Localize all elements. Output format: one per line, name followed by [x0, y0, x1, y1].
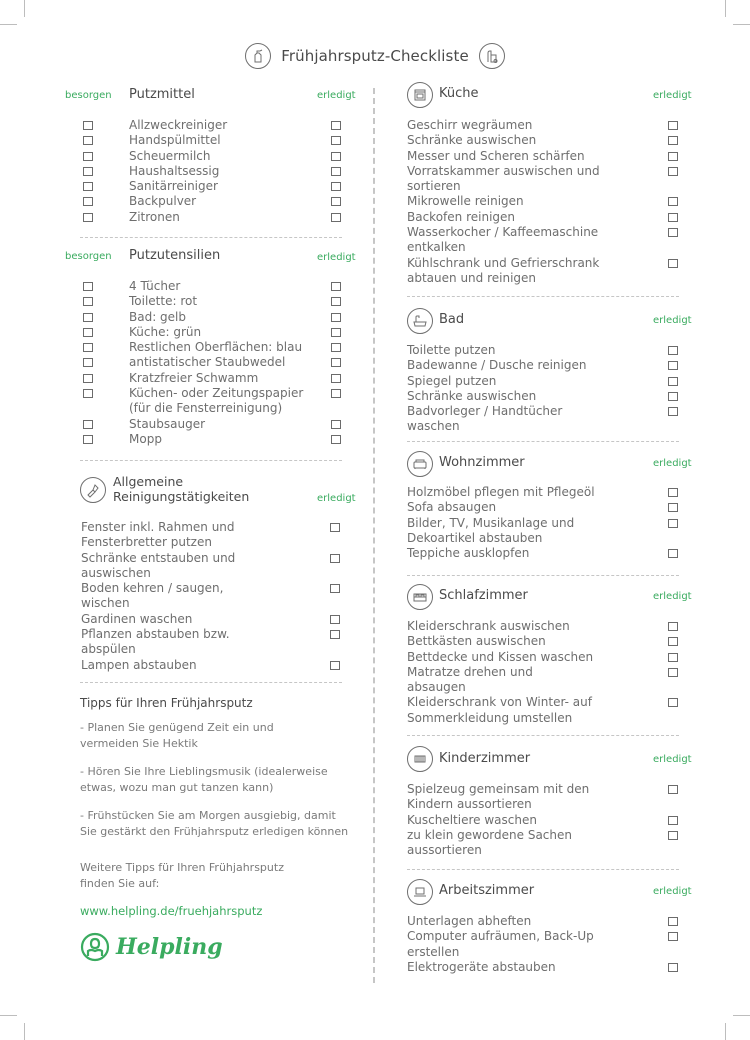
crop-mark [24, 0, 25, 17]
besorgen-checkbox[interactable] [83, 343, 93, 352]
vacuum-cleaner-icon [479, 43, 505, 69]
erledigt-checkbox[interactable] [668, 259, 678, 268]
section-divider [407, 735, 679, 736]
erledigt-checkbox[interactable] [668, 361, 678, 370]
erledigt-checkbox[interactable] [668, 136, 678, 145]
besorgen-checkbox[interactable] [83, 389, 93, 398]
arbeitszimmer-list [407, 914, 687, 975]
besorgen-checkbox[interactable] [83, 328, 93, 337]
section-divider [80, 460, 342, 461]
erledigt-checkbox[interactable] [668, 121, 678, 130]
bed-icon [407, 584, 433, 610]
erledigt-checkbox[interactable] [331, 389, 341, 398]
besorgen-checkbox[interactable] [83, 121, 93, 130]
page-header [0, 41, 750, 71]
list-item: Restlichen Oberflächen: blau [80, 340, 350, 355]
erledigt-checkbox[interactable] [331, 121, 341, 130]
section-title-arbeitszimmer: Arbeitszimmer [439, 883, 535, 898]
erledigt-checkbox[interactable] [668, 785, 678, 794]
page-title: Frühjahrsputz-Checkliste [281, 47, 469, 65]
list-item: Boden kehren / saugen, [81, 581, 351, 596]
erledigt-checkbox[interactable] [668, 377, 678, 386]
erledigt-checkbox[interactable] [668, 622, 678, 631]
list-item-continuation: sortieren [407, 179, 461, 194]
erledigt-checkbox[interactable] [330, 584, 340, 593]
list-item: 4 Tücher [80, 279, 350, 294]
list-item-continuation: Fensterbretter putzen [81, 535, 212, 550]
list-item: Mikrowelle reinigen [407, 194, 687, 209]
erledigt-checkbox[interactable] [668, 503, 678, 512]
erledigt-checkbox[interactable] [668, 197, 678, 206]
besorgen-checkbox[interactable] [83, 167, 93, 176]
besorgen-checkbox[interactable] [83, 197, 93, 206]
list-item: Backofen reinigen [407, 210, 687, 225]
list-item: Kleiderschrank auswischen [407, 619, 687, 634]
list-item: Schränke auswischen [407, 133, 687, 148]
section-divider [407, 296, 679, 297]
section-title-kueche: Küche [439, 86, 479, 101]
erledigt-checkbox[interactable] [331, 420, 341, 429]
list-item: Badewanne / Dusche reinigen [407, 358, 687, 373]
list-item: Kratzfreier Schwamm [80, 371, 350, 386]
list-item: Schränke entstauben und [81, 551, 351, 566]
list-item-continuation: (für die Fensterreinigung) [129, 401, 283, 416]
besorgen-checkbox[interactable] [83, 152, 93, 161]
list-item: Spiegel putzen [407, 374, 687, 389]
erledigt-checkbox[interactable] [331, 182, 341, 191]
list-item: Messer und Scheren schärfen [407, 149, 687, 164]
list-item: Bilder, TV, Musikanlage und [407, 516, 687, 531]
erledigt-checkbox[interactable] [668, 152, 678, 161]
section-divider [407, 869, 679, 870]
list-item: antistatischer Staubwedel [80, 355, 350, 370]
tips-section [80, 696, 370, 962]
schlafzimmer-list [407, 619, 687, 726]
list-item-continuation: aussortieren [407, 843, 482, 858]
list-item: Scheuermilch [80, 149, 350, 164]
tip-text: - Planen Sie genügend Zeit ein und vermeiden Sie Hektik [80, 721, 274, 750]
list-item: Küchen- oder Zeitungspapier [80, 386, 350, 401]
sofa-icon [407, 451, 433, 477]
erledigt-checkbox[interactable] [668, 167, 678, 176]
list-item: Geschirr wegräumen [407, 118, 687, 133]
list-item: Holzmöbel pflegen mit Pflegeöl [407, 485, 687, 500]
section-divider [80, 237, 342, 238]
section-divider [407, 575, 679, 576]
kinderzimmer-list [407, 782, 687, 858]
list-item: Bettkästen auswischen [407, 634, 687, 649]
list-item-continuation: entkalken [407, 240, 466, 255]
besorgen-checkbox[interactable] [83, 374, 93, 383]
erledigt-checkbox[interactable] [331, 167, 341, 176]
list-item: Fenster inkl. Rahmen und [81, 520, 351, 535]
erledigt-checkbox[interactable] [668, 407, 678, 416]
list-item: Gardinen waschen [81, 612, 351, 627]
wohnzimmer-list [407, 485, 687, 561]
oven-icon [407, 82, 433, 108]
list-item: Matratze drehen und [407, 665, 687, 680]
erledigt-checkbox[interactable] [330, 615, 340, 624]
crop-mark [24, 1023, 25, 1040]
besorgen-checkbox[interactable] [83, 136, 93, 145]
erledigt-checkbox[interactable] [668, 831, 678, 840]
erledigt-checkbox[interactable] [668, 392, 678, 401]
list-item: Kühlschrank und Gefrierschrank [407, 256, 687, 271]
crib-icon [407, 746, 433, 772]
erledigt-checkbox[interactable] [331, 136, 341, 145]
erledigt-checkbox[interactable] [331, 435, 341, 444]
besorgen-checkbox[interactable] [83, 213, 93, 222]
list-item-continuation: Sommerkleidung umstellen [407, 710, 573, 725]
besorgen-checkbox[interactable] [83, 358, 93, 367]
erledigt-checkbox[interactable] [668, 932, 678, 941]
erledigt-checkbox[interactable] [668, 816, 678, 825]
erledigt-label: erledigt [317, 90, 356, 101]
list-item-continuation: Dekoartikel abstauben [407, 530, 543, 545]
list-item: Kleiderschrank von Winter- auf [407, 695, 687, 710]
helpling-logo [80, 932, 370, 962]
crop-mark [725, 1023, 726, 1040]
list-item-continuation: wischen [81, 596, 130, 611]
list-item: Spielzeug gemeinsam mit den [407, 782, 687, 797]
list-item: Backpulver [80, 194, 350, 209]
section-title-kinderzimmer: Kinderzimmer [439, 751, 531, 766]
list-item: Elektrogeräte abstauben [407, 960, 687, 975]
crop-mark [0, 24, 17, 25]
tips-title: Tipps für Ihren Frühjahrsputz [80, 696, 253, 710]
list-item: Haushaltsessig [80, 164, 350, 179]
besorgen-checkbox[interactable] [83, 420, 93, 429]
erledigt-checkbox[interactable] [668, 637, 678, 646]
section-title-bad: Bad [439, 312, 465, 327]
erledigt-checkbox[interactable] [331, 343, 341, 352]
section-divider [80, 682, 342, 683]
erledigt-label: erledigt [653, 754, 692, 765]
list-item: Kuscheltiere waschen [407, 813, 687, 828]
section-divider [407, 441, 679, 442]
laptop-icon [407, 879, 433, 905]
list-item: Pflanzen abstauben bzw. [81, 627, 351, 642]
kueche-list [407, 118, 687, 286]
bathtub-icon [407, 308, 433, 334]
erledigt-label: erledigt [317, 252, 356, 263]
erledigt-checkbox[interactable] [331, 328, 341, 337]
erledigt-checkbox[interactable] [331, 313, 341, 322]
section-title-wohnzimmer: Wohnzimmer [439, 455, 525, 470]
helpling-brand: Helpling [116, 934, 223, 960]
list-item: Küche: grün [80, 325, 350, 340]
section-title-allgemein: Allgemeine Reinigungstätigkeiten [113, 474, 250, 504]
crop-mark [725, 0, 726, 17]
besorgen-checkbox[interactable] [83, 313, 93, 322]
list-item-continuation: waschen [407, 419, 460, 434]
list-item: Staubsauger [80, 417, 350, 432]
erledigt-checkbox[interactable] [330, 661, 340, 670]
column-divider [373, 88, 375, 983]
besorgen-checkbox[interactable] [83, 282, 93, 291]
erledigt-label: erledigt [653, 886, 692, 897]
erledigt-checkbox[interactable] [331, 152, 341, 161]
list-item-continuation: auswischen [81, 565, 151, 580]
tip-text: - Frühstücken Sie am Morgen ausgiebig, damit Sie gestärkt den Frühjahrsputz erledigen können [80, 809, 349, 838]
besorgen-label: besorgen [65, 251, 112, 262]
list-item: Computer aufräumen, Back-Up [407, 929, 687, 944]
erledigt-label: erledigt [653, 458, 692, 469]
list-item: Bad: gelb [80, 310, 350, 325]
list-item: Handspülmittel [80, 133, 350, 148]
bad-list [407, 343, 687, 435]
flashlight-icon [80, 477, 106, 503]
list-item: zu klein gewordene Sachen [407, 828, 687, 843]
list-item: Allzweckreiniger [80, 118, 350, 133]
erledigt-checkbox[interactable] [668, 917, 678, 926]
erledigt-label: erledigt [317, 493, 356, 504]
erledigt-checkbox[interactable] [668, 963, 678, 972]
erledigt-checkbox[interactable] [331, 197, 341, 206]
besorgen-checkbox[interactable] [83, 297, 93, 306]
erledigt-checkbox[interactable] [668, 549, 678, 558]
erledigt-checkbox[interactable] [331, 213, 341, 222]
list-item: Vorratskammer auswischen und [407, 164, 687, 179]
erledigt-checkbox[interactable] [330, 523, 340, 532]
erledigt-checkbox[interactable] [668, 228, 678, 237]
crop-mark [733, 1015, 750, 1016]
erledigt-checkbox[interactable] [330, 554, 340, 563]
section-title-schlafzimmer: Schlafzimmer [439, 588, 528, 603]
list-item: Bettdecke und Kissen waschen [407, 650, 687, 665]
list-item: Lampen abstauben [81, 658, 351, 673]
list-item: Schränke auswischen [407, 389, 687, 404]
besorgen-checkbox[interactable] [83, 435, 93, 444]
list-item-continuation: erstellen [407, 944, 460, 959]
list-item: Sanitärreiniger [80, 179, 350, 194]
list-item: Toilette putzen [407, 343, 687, 358]
list-item: Teppiche ausklopfen [407, 546, 687, 561]
list-item-continuation: absaugen [407, 680, 466, 695]
allgemein-list [81, 520, 351, 673]
crop-mark [0, 1015, 17, 1016]
spray-bottle-icon [245, 43, 271, 69]
erledigt-checkbox[interactable] [668, 519, 678, 528]
erledigt-checkbox[interactable] [668, 668, 678, 677]
erledigt-label: erledigt [653, 591, 692, 602]
list-item: Wasserkocher / Kaffeemaschine [407, 225, 687, 240]
erledigt-checkbox[interactable] [330, 630, 340, 639]
list-item: Toilette: rot [80, 294, 350, 309]
list-item-continuation: Kindern aussortieren [407, 797, 532, 812]
erledigt-checkbox[interactable] [668, 698, 678, 707]
erledigt-label: erledigt [653, 315, 692, 326]
erledigt-label: erledigt [653, 90, 692, 101]
list-item-continuation: abtauen und reinigen [407, 270, 537, 285]
erledigt-checkbox[interactable] [331, 374, 341, 383]
list-item: Zitronen [80, 210, 350, 225]
erledigt-checkbox[interactable] [668, 213, 678, 222]
erledigt-checkbox[interactable] [331, 282, 341, 291]
erledigt-checkbox[interactable] [668, 488, 678, 497]
besorgen-label: besorgen [65, 90, 112, 101]
list-item: Mopp [80, 432, 350, 447]
list-item: Sofa absaugen [407, 500, 687, 515]
section-title-putzmittel: Putzmittel [129, 87, 195, 102]
erledigt-checkbox[interactable] [331, 297, 341, 306]
more-tips-text: Weitere Tipps für Ihren Frühjahrsputz finden Sie auf: [80, 861, 284, 890]
helpling-logo-icon [80, 932, 110, 962]
erledigt-checkbox[interactable] [668, 346, 678, 355]
section-title-putzutensilien: Putzutensilien [129, 248, 221, 263]
besorgen-checkbox[interactable] [83, 182, 93, 191]
putzmittel-list [80, 118, 350, 225]
crop-mark [733, 24, 750, 25]
list-item: Badvorleger / Handtücher [407, 404, 687, 419]
erledigt-checkbox[interactable] [331, 358, 341, 367]
helpling-link[interactable]: www.helpling.de/fruehjahrsputz [80, 904, 263, 918]
erledigt-checkbox[interactable] [668, 653, 678, 662]
tip-text: - Hören Sie Ihre Lieblingsmusik (idealerweise etwas, wozu man gut tanzen kann) [80, 765, 328, 794]
list-item-continuation: abspülen [81, 642, 136, 657]
putzutensilien-list [80, 279, 350, 447]
list-item: Unterlagen abheften [407, 914, 687, 929]
